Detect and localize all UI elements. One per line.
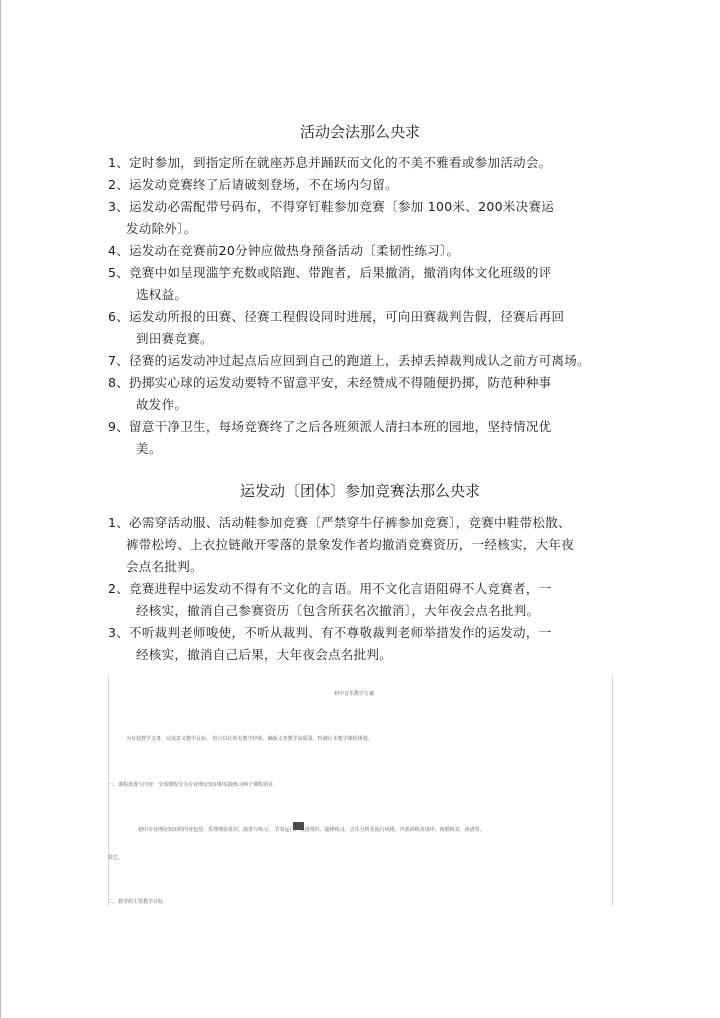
page-left-edge [0,0,1,1018]
rule-item: 1、必需穿活动服、活动鞋参加竞赛〔严禁穿牛仔裤参加竞赛〕，竞赛中鞋带松散、 裤带松垮、上衣拉链敞开零落的景象发作者均撤消竞赛资历，一经核实，大年夜 会点名批判。 [108,515,575,574]
rule-item: 5、竞赛中如呈现滥竽充数或陪跑、带跑者，后果撤消，撤消肉体文化班级的评 选权益。 [108,265,552,302]
embedded-line: 一、课程设置与内容：全部课程分为专业理论知识和实践练习两个课程项目。 [108,782,279,788]
embedded-heading: 初中音乐教学方案 [334,691,375,697]
rule-item: 1、定时参加，到指定所在就座苏息并踊跃而文化的不美不雅看或参加活动会。 [108,155,552,170]
rule-item: 2、运发动竞赛终了后请破刻登场，不在场内匀留。 [108,177,398,192]
rule-item: 3、运发动必需配带号码布，不得穿钉鞋参加竞赛〔参加 100米、200米决赛运 发动除外〕。 [108,199,555,236]
embedded-page-preview [108,676,613,906]
rule-item: 2、竞赛进程中运发动不得有不文化的言语。用不文化言语阻碍不人竞赛者，一 经核实，撤消自己参赛资历〔包含所获名次撤消〕，大年夜会点名批判。 [108,581,552,618]
rule-item: 9、留意干净卫生，每场竞赛终了之后各班须派人清扫本班的园地，坚持情况优 美。 [108,419,552,456]
embedded-line: 技艺。 [108,855,124,861]
embedded-line: 二、教学的主要教学目标 [108,899,164,905]
rule-item: 7、径赛的运发动冲过起点后应回到自己的跑道上，丢掉丢掉裁判成认之前方可离场。 [108,353,590,368]
rule-item: 4、运发动在竞赛前20分钟应做热身预备活动〔柔韧性练习〕。 [108,243,460,258]
rule-item: 6、运发动所报的田赛、径赛工程假设同时进展，可向田赛裁判告假，径赛后再回 到田赛竞赛。 [108,309,565,346]
embedded-line: 初中专业理论知识的内容包括：乐理理论常识、演奏与练习、 节奏运行、线谱常识、旋律练习、音乐分析及流行风格、声部训练及讲评、视唱练耳、读谱等。 [138,827,485,833]
section1-title: 活动会法那么央求 [299,123,420,141]
rule-item: 8、扔掷实心球的运发动要特不留意平安，未经赞成不得随便扔掷，防范种种事 故发作。 [108,375,552,412]
section2-title: 运发动〔团体〕参加竞赛法那么央求 [239,482,480,500]
embedded-line: 为有效教学义务，完成意义教学目标， 结合以往所有教学经验，确保义务教学高质量、特制订本教学课程规划。 [126,736,373,742]
rule-item: 3、不听裁判老师唆使，不听从裁判、有不尊敬裁判老师举措发作的运发动，一 经核实，撤消自己后果，大年夜会点名批判。 [108,625,552,662]
